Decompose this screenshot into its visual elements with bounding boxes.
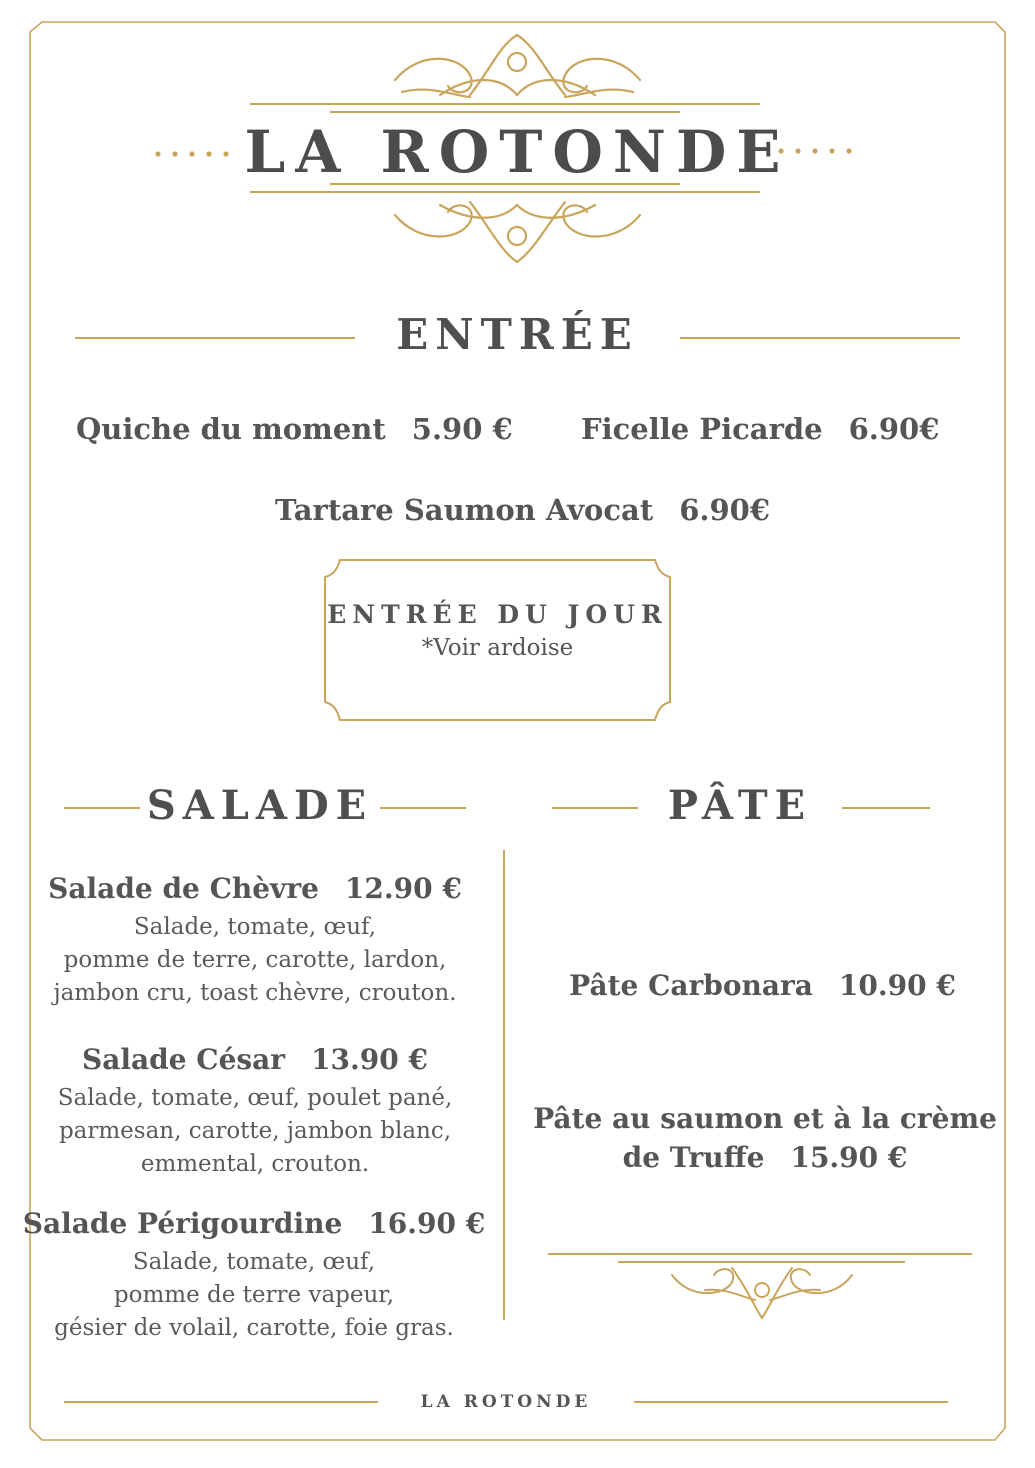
salade-item-name: Salade César (82, 1043, 286, 1076)
entree-item (200, 493, 845, 527)
footer-restaurant-name: LA ROTONDE (420, 1392, 592, 1412)
salade-item (20, 872, 490, 1010)
entree-item-price: 6.90€ (848, 412, 940, 446)
entree-du-jour-title: ENTRÉE DU JOUR (327, 600, 668, 629)
pate-flourish-icon (672, 1268, 852, 1318)
entree-item-name: Ficelle Picarde (581, 412, 823, 446)
entree-item (76, 412, 513, 446)
entree-item-name: Tartare Saumon Avocat (274, 493, 654, 527)
salade-item-desc-line: pomme de terre, carotte, lardon, (63, 947, 447, 973)
salade-item-price: 12.90 € (344, 872, 462, 905)
pate-section-title: PÂTE (667, 782, 813, 829)
salade-item-name: Salade de Chèvre (48, 872, 319, 905)
entree-du-jour-box (325, 600, 670, 661)
salade-item-price: 16.90 € (368, 1207, 486, 1240)
salade-item-desc-line: jambon cru, toast chèvre, crouton. (53, 980, 457, 1006)
entree-item (581, 412, 939, 446)
salade-item-desc-line: Salade, tomate, œuf, poulet pané, (57, 1085, 453, 1111)
entree-section-title: ENTRÉE (396, 310, 639, 359)
pate-item-price: 15.90 € (790, 1141, 908, 1174)
salade-section-title: SALADE (146, 782, 374, 829)
pate-item-price: 10.90 € (838, 969, 956, 1002)
salade-item-desc-line: emmental, crouton. (140, 1151, 370, 1177)
entree-du-jour-note: *Voir ardoise (421, 635, 574, 661)
entree-item-name: Quiche du moment (76, 412, 386, 446)
top-flourish-icon (395, 35, 640, 97)
pate-item-name: de Truffe (622, 1141, 765, 1174)
salade-item-desc-line: gésier de volail, carotte, foie gras. (54, 1315, 454, 1341)
salade-item-desc-line: pomme de terre vapeur, (113, 1282, 395, 1308)
pate-item (525, 1102, 1005, 1174)
header-bottom-flourish-icon (395, 202, 640, 262)
pate-item-name: Pâte au saumon et à la crème (533, 1102, 997, 1135)
entree-item-price: 6.90€ (679, 493, 771, 527)
salade-item (20, 1043, 490, 1181)
pate-item (530, 969, 995, 1002)
salade-item-name: Salade Périgourdine (22, 1207, 343, 1240)
salade-item-desc-line: Salade, tomate, œuf, (132, 1249, 376, 1275)
salade-item (14, 1207, 494, 1345)
restaurant-name: LA ROTONDE (244, 118, 791, 186)
pate-item-name: Pâte Carbonara (569, 969, 813, 1002)
salade-item-desc-line: Salade, tomate, œuf, (133, 914, 377, 940)
salade-item-desc-line: parmesan, carotte, jambon blanc, (58, 1118, 452, 1144)
entree-item-price: 5.90 € (411, 412, 513, 446)
salade-item-price: 13.90 € (311, 1043, 428, 1076)
